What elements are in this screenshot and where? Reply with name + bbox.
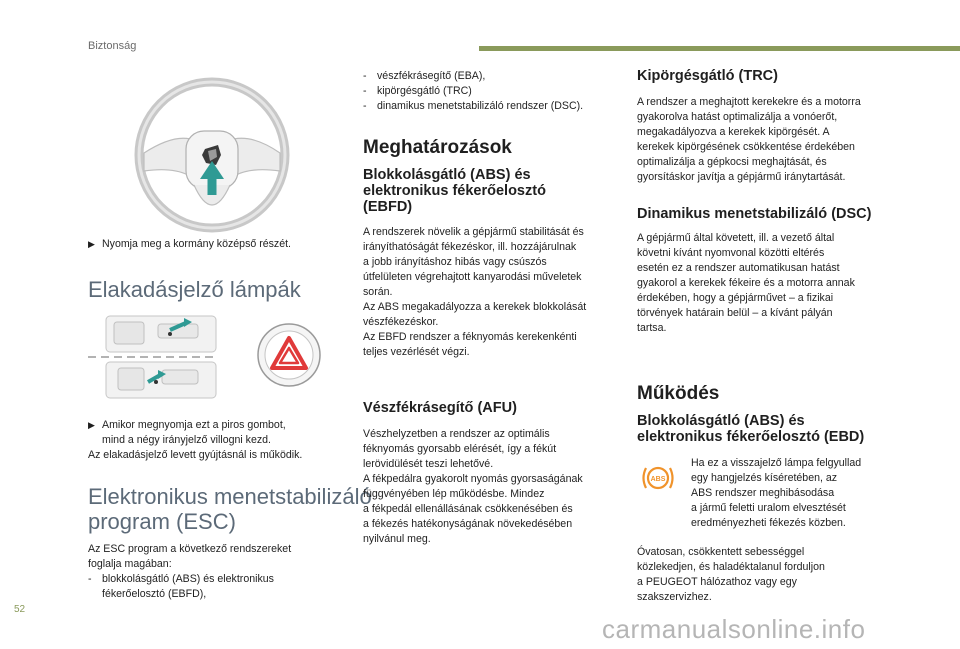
hazard-item: Amikor megnyomja ezt a piros gombot,	[102, 419, 286, 431]
dsc-text: A gépjármű által követett, ill. a vezető által követni kívánt nyomvonal közötti eltérés esetén ez a rendszer automatikusan hatást gyakorol a kerekek fékeire és a motorra annak érdekében, hogy a gépjárművet – a fizikai törvények határain belül – a kívánt pályán tartsa.	[637, 232, 855, 334]
esc-list-item: dinamikus menetstabilizáló rendszer (DSC).	[377, 100, 584, 112]
abs-warning-icon	[640, 462, 676, 494]
hazard-button-icon	[256, 322, 322, 388]
definitions-title: Meghatározások	[363, 137, 512, 158]
esc-title-line2: program (ESC)	[88, 509, 236, 534]
instruction-arrow-icon: ▶	[88, 420, 95, 430]
esc-title-line1: Elektronikus menetstabilizáló	[88, 484, 372, 509]
operation-title: Működés	[637, 383, 720, 404]
steering-wheel-illustration	[132, 75, 292, 240]
dashboard-illustration	[88, 312, 218, 402]
page-number: 52	[14, 604, 26, 615]
instruction-arrow-icon: ▶	[88, 239, 95, 249]
hazard-item-cont: mind a négy irányjelző villogni kezd.	[102, 434, 271, 446]
section-label: Biztonság	[88, 40, 137, 52]
esc-intro-cont: foglalja magában:	[88, 558, 172, 570]
abs-ebd-title: Blokkolásgátló (ABS) és elektronikus fékerőelosztó (EBD)	[637, 413, 865, 445]
trc-title: Kipörgésgátló (TRC)	[637, 68, 778, 84]
abs-warning-text: Ha ez a visszajelző lámpa felgyullad egy hangjelzés kíséretében, az ABS rendszer meghibásodása a jármű feletti uralom elvesztését eredményezheti fékezés közben.	[691, 457, 862, 529]
watermark: carmanualsonline.info	[602, 614, 866, 644]
trc-text: A rendszer a meghajtott kerekekre és a motorra gyakorolva hatást optimalizálja a vonóerőt, megakadályozva a kerekek kipörgését. A kerekek kipörgésének csökkentése érdekében optimalizálja a gépkocsi meghajtását, és gyorsításkor javítja a gépjármű iránytartását.	[637, 96, 861, 183]
esc-list-item: blokkolásgátló (ABS) és elektronikus	[102, 573, 274, 585]
abs-ebfd-text: A rendszerek növelik a gépjármű stabilitását és irányíthatóságát fékezéskor, ill. hozzájárulnak a jobb irányításhoz hibás vagy csúszós útfelületen végrehajtott kanyarodási műveletek során. Az ABS megakadályozza a kerekek blokkolását vészfékezéskor. Az EBFD rendszer a féknyomás kerekenkénti teljes vezérlését végzi.	[363, 226, 587, 358]
afu-title: Vészfékrásegítő (AFU)	[363, 400, 517, 416]
caution-text: Óvatosan, csökkentett sebességgel közlekedjen, és haladéktalanul forduljon a PEUGEOT hálózathoz vagy egy szakszervizhez.	[637, 546, 825, 603]
esc-list-item: vészfékrásegítő (EBA),	[377, 70, 486, 82]
hazard-title: Elakadásjelző lámpák	[88, 277, 301, 302]
esc-list-item: kipörgésgátló (TRC)	[377, 85, 472, 97]
dsc-title: Dinamikus menetstabilizáló (DSC)	[637, 206, 872, 222]
esc-intro: Az ESC program a következő rendszereket	[88, 543, 292, 555]
abs-icon-label: ABS	[650, 476, 666, 483]
wheel-caption: Nyomja meg a kormány középső részét.	[102, 238, 291, 250]
header-accent-bar	[479, 46, 960, 51]
afu-text: Vészhelyzetben a rendszer az optimális féknyomás gyorsabb elérését, így a fékút lerövidülését teszi lehetővé. A fékpedálra gyakorolt nyomás gyorsaságának függvényében lép működésbe. Mindez a fékpedál ellenállásának csökkenésében és a fékezés hatékonyságának növekedésében nyilvánul meg.	[363, 428, 583, 545]
abs-ebfd-title: Blokkolásgátló (ABS) és elektronikus fékerőelosztó (EBFD)	[363, 167, 546, 215]
esc-list-item-cont: fékerőelosztó (EBFD),	[102, 588, 207, 600]
hazard-note: Az elakadásjelző levett gyújtásnál is működik.	[88, 449, 303, 461]
